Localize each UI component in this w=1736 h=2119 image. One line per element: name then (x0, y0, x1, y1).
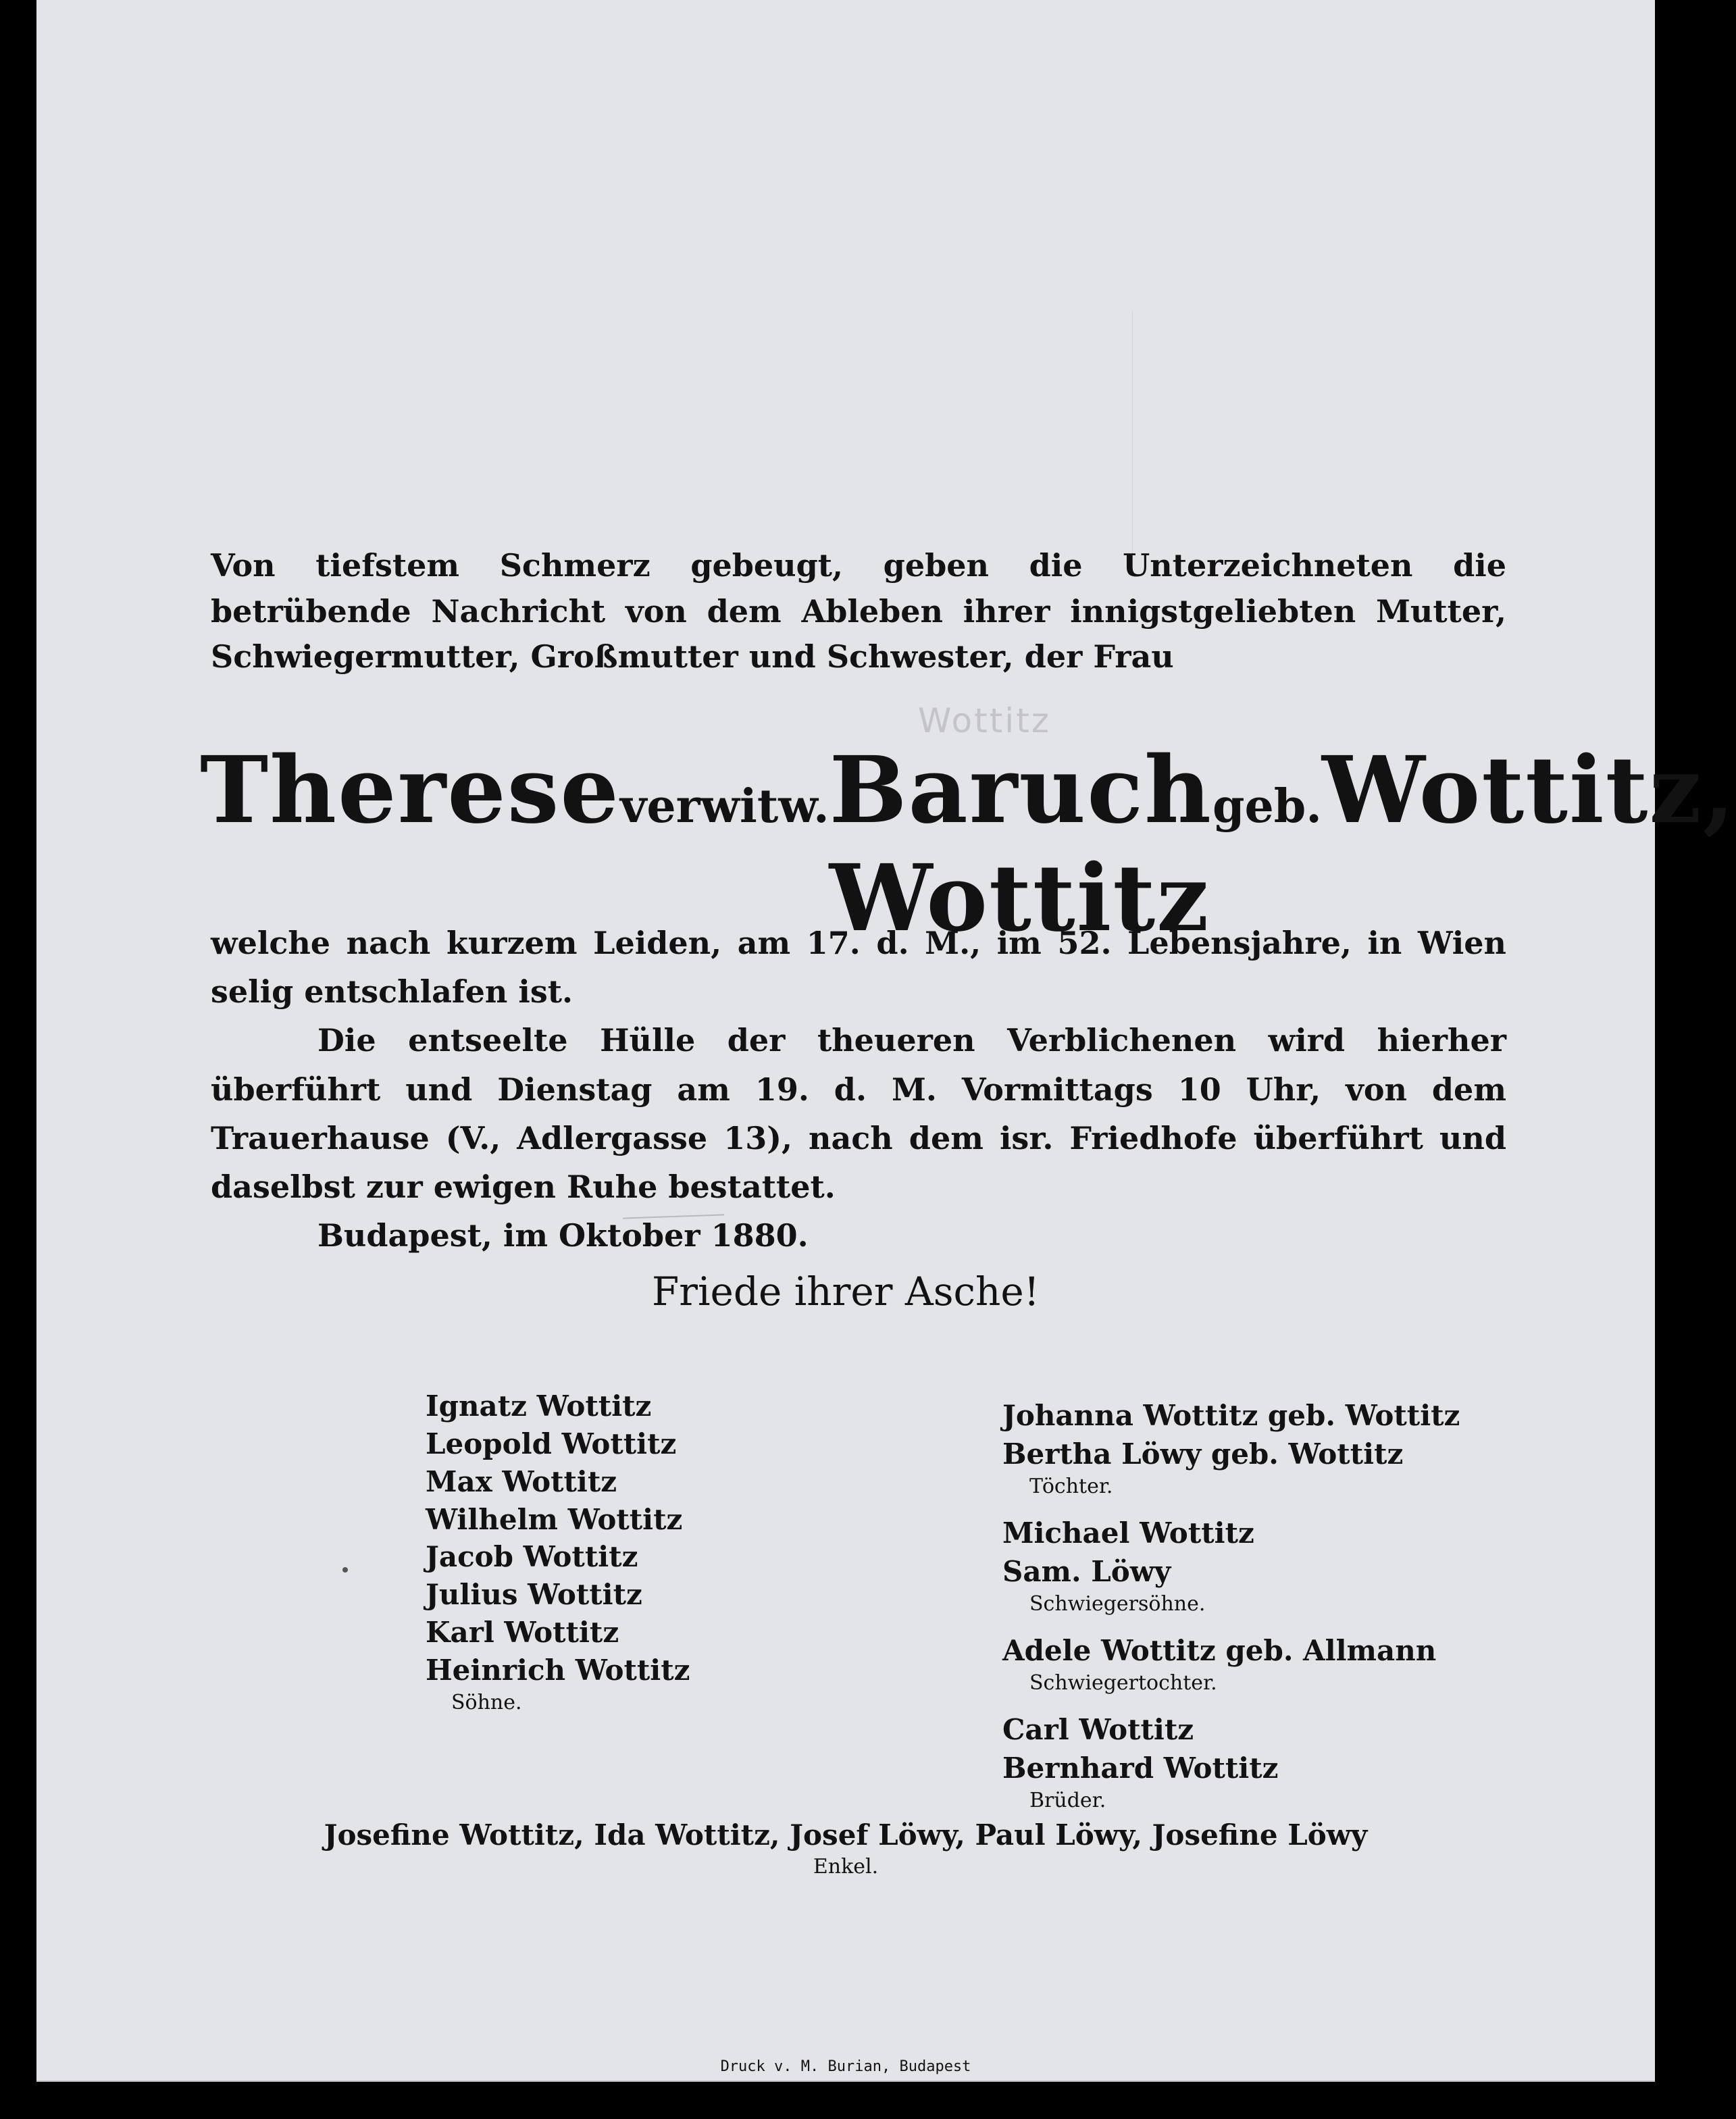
intro-text: Von tiefstem Schmerz gebeugt, geben die Unterzeichneten die betrübende Nachricht von dem Ableben ihrer innigstgeliebten Mutter, Schwiegermutter, Großmutter und Schwester, der Frau (211, 547, 1506, 675)
deceased-name-line (200, 736, 1736, 952)
printer-imprint: Druck v. M. Burian, Budapest (720, 2058, 971, 2075)
married-name: Baruch Wottitz (829, 736, 1212, 952)
born-label: geb. (1212, 780, 1322, 834)
son-name: Max Wottitz (426, 1464, 617, 1498)
daughters-role: Töchter. (1029, 1475, 1113, 1499)
pencil-annotation: Wottitz (918, 701, 1052, 740)
death-paragraph: welche nach kurzem Leiden, am 17. d. M., im 52. Lebensjahre, in Wien selig entschlafen ist. (211, 925, 1506, 1011)
ink-speck (342, 1567, 348, 1573)
obituary-page (36, 0, 1736, 2082)
son-in-law-name: Sam. Löwy (1002, 1554, 1171, 1588)
son-name: Heinrich Wottitz (426, 1654, 690, 1687)
son-name: Wilhelm Wottitz (426, 1502, 683, 1536)
brother-name: Carl Wottitz (1002, 1712, 1194, 1746)
sons-column (426, 1387, 690, 1730)
sons-role: Söhne. (451, 1690, 522, 1714)
relatives-column (1002, 1397, 1460, 1829)
notice-body (211, 919, 1506, 1260)
grandchildren-role: Enkel. (813, 1855, 879, 1879)
paper-crease (1132, 311, 1133, 554)
blessing: Friede ihrer Asche! (652, 1269, 1040, 1314)
son-name: Karl Wottitz (426, 1616, 619, 1650)
funeral-paragraph: Die entseelte Hülle der theueren Verblichenen wird hierher überführt und Dienstag am 19. d. M. Vormittags 10 Uhr, von dem Trauerhause (V., Adlergasse 13), nach dem isr. Friedhofe überführt und daselbst zur ewigen Ruhe bestattet. (211, 1022, 1506, 1206)
sons-in-law-role: Schwiegersöhne. (1029, 1592, 1206, 1616)
son-name: Leopold Wottitz (426, 1427, 677, 1460)
brother-name: Bernhard Wottitz (1002, 1751, 1279, 1785)
son-name: Jacob Wottitz (426, 1540, 638, 1574)
daughter-in-law-name: Adele Wottitz geb. Allmann (1002, 1633, 1437, 1667)
daughter-name: Bertha Löwy geb. Wottitz (1002, 1437, 1404, 1471)
grandchildren-names: Josefine Wottitz, Ida Wottitz, Josef Löwy, Paul Löwy, Josefine Löwy (324, 1818, 1368, 1852)
first-name: Therese (200, 736, 620, 844)
son-name: Ignatz Wottitz (426, 1389, 652, 1423)
widowed-label: verwitw. (619, 780, 829, 834)
maiden-name: Wottitz, (1321, 736, 1736, 844)
son-name: Julius Wottitz (426, 1578, 642, 1612)
place-date: Budapest, im Oktober 1880. (317, 1217, 809, 1254)
daughter-name: Johanna Wottitz geb. Wottitz (1002, 1399, 1460, 1432)
intro-paragraph (211, 543, 1506, 680)
son-in-law-name: Michael Wottitz (1002, 1516, 1254, 1550)
daughter-in-law-role: Schwiegertochter. (1029, 1671, 1217, 1695)
brothers-role: Brüder. (1029, 1789, 1106, 1813)
